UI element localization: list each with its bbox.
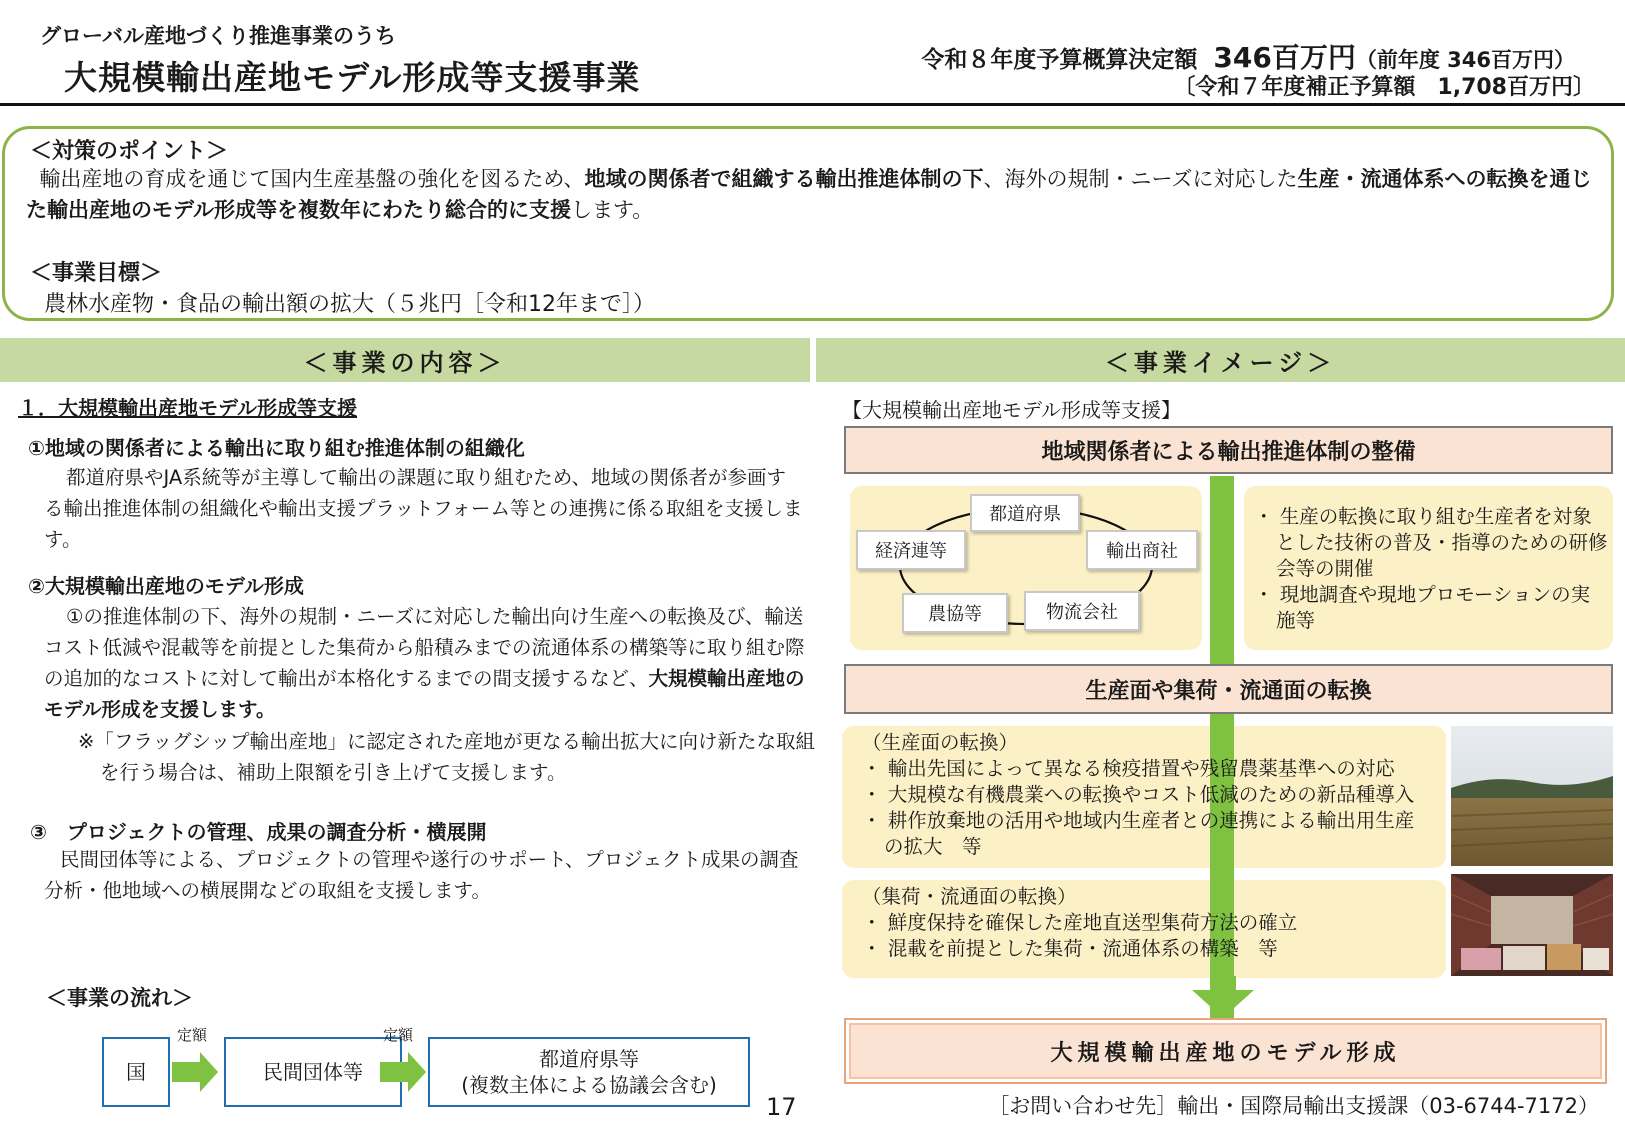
flow-node-private-org: 民間団体等 [224, 1037, 402, 1107]
content-banner: ＜事業の内容＞ [0, 338, 810, 382]
item2-body-bold: 大規模輸出産地のモデル形成を支援します。 [44, 667, 805, 721]
production-title: （生産面の転換） [862, 731, 1019, 754]
org-prefecture: 都道府県 [970, 494, 1080, 532]
production-text [862, 730, 1432, 860]
contact-info: ［お問い合わせ先］輸出・国際局輸出支援課（03-6744-7172） [988, 1094, 1599, 1118]
flow-node-prefecture-line2: (複数主体による協議会含む) [461, 1073, 717, 1097]
points-heading: ＜対策のポイント＞ [30, 139, 229, 164]
org-export-trader: 輸出商社 [1086, 530, 1198, 570]
item1-heading: ①地域の関係者による輸出に取り組む推進体制の組織化 [28, 436, 525, 460]
points-text-3: します。 [570, 198, 654, 222]
distribution-bullet: ・ 鮮度保持を確保した産地直送型集荷方法の確立 [862, 911, 1298, 934]
distribution-title: （集荷・流通面の転換） [862, 885, 1077, 908]
org-logistics: 物流会社 [1024, 591, 1140, 631]
points-text-bold-2: 生産・流通体系への転換を通じた輸出産地のモデル形成等を複数年にわたり総合的に支援 [26, 167, 1592, 222]
container-cargo-photo [1451, 874, 1613, 976]
budget-amount: 346百万円 [1213, 41, 1356, 74]
org-keizairen: 経済連等 [856, 530, 966, 570]
page-title: 大規模輸出産地モデル形成等支援事業 [64, 58, 641, 97]
points-text-1: 輸出産地の育成を通じて国内生産基盤の強化を図るため、 [39, 167, 585, 191]
item1-body: 都道府県やJA系統等が主導して輸出の課題に取り組むため、地域の関係者が参画する輸出推進体制の組織化や輸出支援プラットフォーム等との連携に係る取組を支援します。 [44, 466, 803, 551]
down-arrow-icon [1190, 976, 1256, 1020]
flow-node-prefecture [428, 1037, 750, 1107]
page-number: 17 [766, 1093, 797, 1121]
item2-note: ※「フラッグシップ輸出産地」に認定された産地が更なる輸出拡大に向け新たな取組を行う場合は、補助上限額を引き上げて支援します。 [78, 730, 816, 784]
stage1-bar: 地域関係者による輸出推進体制の整備 [844, 426, 1613, 474]
flow-node-prefecture-line1: 都道府県等 [539, 1047, 639, 1071]
image-banner: ＜事業イメージ＞ [816, 338, 1625, 382]
header-divider [0, 103, 1625, 106]
image-caption: 【大規模輸出産地モデル形成等支援】 [842, 398, 1181, 422]
flow-node-government: 国 [102, 1037, 170, 1107]
item2-body-text: ①の推進体制の下、海外の規制・ニーズに対応した輸出向け生産への転換及び、輸送コスト低減や混載等を前提とした集荷から船積みまでの流通体系の構築等に取り組む際の追加的なコストに対して輸出が本格化するまでの間支援するなど、 [44, 605, 805, 690]
goal-heading: ＜事業目標＞ [30, 261, 163, 286]
points-text [26, 164, 1596, 226]
item3-heading: ③ プロジェクトの管理、成果の調査分析・横展開 [30, 820, 487, 844]
flow-arrow-icon [172, 1050, 220, 1094]
supplementary-budget: 〔令和７年度補正予算額 1,708百万円〕 [1173, 75, 1595, 100]
org-nokyo: 農協等 [902, 593, 1008, 633]
stage3-bar: 大規模輸出産地のモデル形成 [844, 1018, 1607, 1084]
item2-body [44, 601, 814, 725]
item2-heading: ②大規模輸出産地のモデル形成 [28, 574, 304, 598]
support-bullets [1254, 504, 1609, 634]
points-text-bold-1: 地域の関係者で組織する輸出推進体制の下 [584, 167, 984, 191]
farm-field-photo [1451, 726, 1613, 866]
distribution-text [862, 884, 1432, 962]
prev-year-budget: （前年度 346百万円） [1355, 48, 1575, 72]
item3-body: 民間団体等による、プロジェクトの管理や遂行のサポート、プロジェクト成果の調査分析・他地域への横展開などの取組を支援します。 [44, 848, 799, 902]
points-text-2: 、海外の規制・ニーズに対応した [983, 167, 1298, 191]
flow-heading: ＜事業の流れ＞ [46, 986, 193, 1010]
flow-arrow-label: 定額 [383, 1026, 414, 1044]
section-title: １．大規模輸出産地モデル形成等支援 [18, 396, 357, 420]
support-bullet: ・ 現地調査や現地プロモーションの実施等 [1254, 583, 1591, 632]
budget-label: 令和８年度予算概算決定額 [921, 47, 1198, 73]
production-bullet: ・ 耕作放棄地の活用や地域内生産者との連携による輸出用生産の拡大 等 [862, 809, 1415, 858]
production-bullet: ・ 輸出先国によって異なる検疫措置や残留農薬基準への対応 [862, 757, 1395, 780]
flow-arrow-label: 定額 [177, 1026, 208, 1044]
flow-arrow-icon [380, 1050, 428, 1094]
goal-text: 農林水産物・食品の輸出額の拡大（５兆円［令和12年まで］） [44, 292, 655, 317]
production-bullet: ・ 大規模な有機農業への転換やコスト低減のための新品種導入 [862, 783, 1415, 806]
header-subtitle: グローバル産地づくり推進事業のうち [40, 24, 396, 48]
distribution-bullet: ・ 混載を前提とした集荷・流通体系の構築 等 [862, 937, 1278, 960]
support-bullet: ・ 生産の転換に取り組む生産者を対象とした技術の普及・指導のための研修会等の開催 [1254, 505, 1608, 580]
stage2-bar: 生産面や集荷・流通面の転換 [844, 664, 1613, 714]
